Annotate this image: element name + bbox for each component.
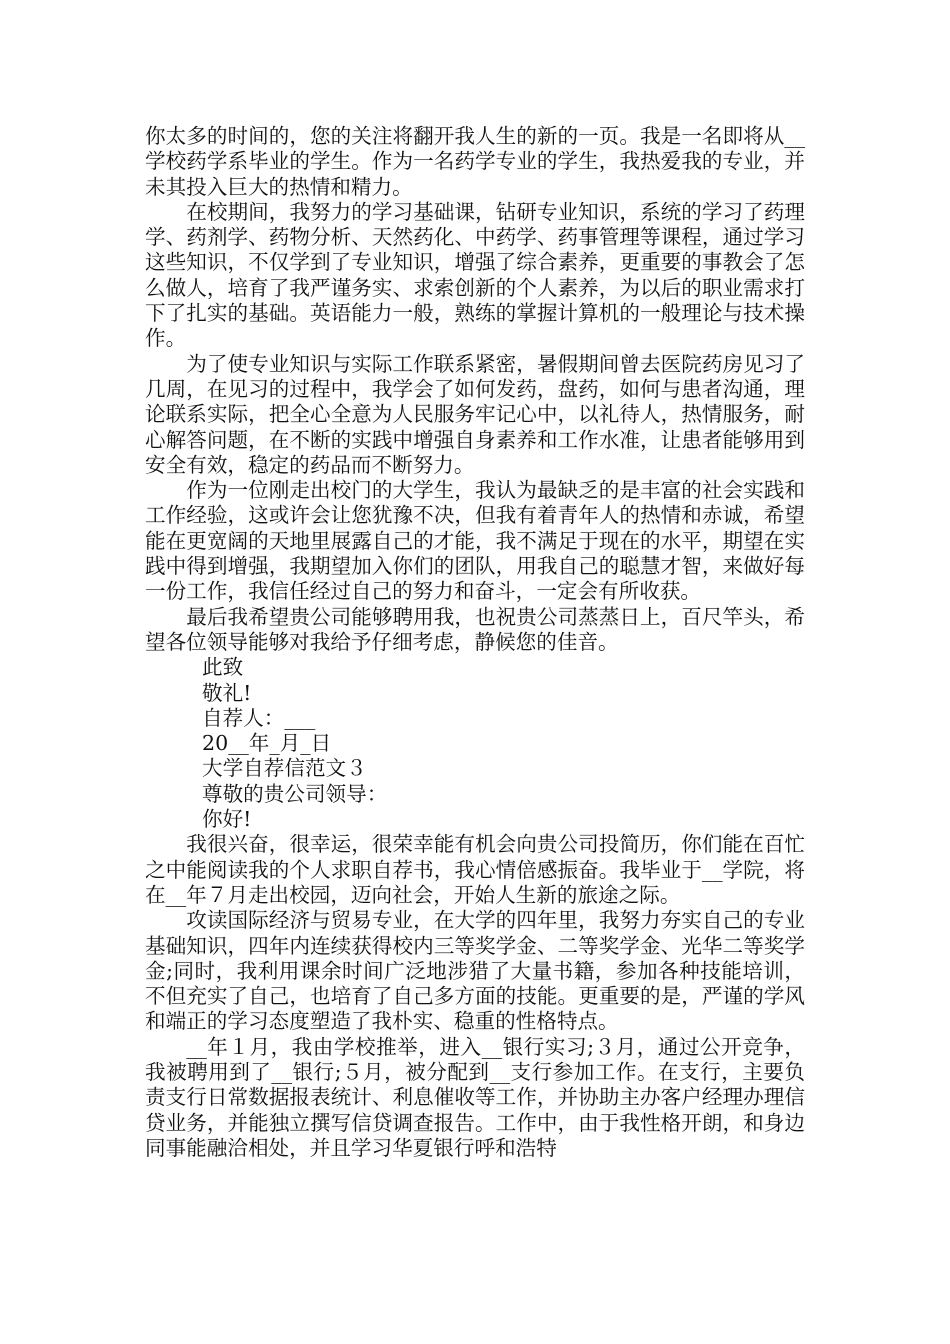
closing-respect: 敬礼! (202, 680, 252, 705)
paragraph-school-study: 在校期间，我努力的学习基础课，钻研专业知识，系统的学习了药理学、药剂学、药物分析、天然药化、中药学、药事管理等课程，通过学习这些知识，不仅学到了专业知识，增强了综合素养，更重要的事教会了怎么做人，培育了我严谨务实、求索创新的个人素养，为以后的职业需求打下了扎实的基础。英语能力一般，熟练的掌握计算机的一般理论与技术操作。 (145, 199, 805, 351)
section-title: 大学自荐信范文３ (202, 756, 367, 781)
paragraph-major: 攻读国际经济与贸易专业，在大学的四年里，我努力夯实自己的专业基础知识，四年内连续获得校内三等奖学金、二等奖学金、光华二等奖学金;同时，我利用课余时间广泛地涉猎了大量书籍，参加各种技能培训，不但充实了自己，也培育了自己多方面的技能。更重要的是，严谨的学风和端正的学习态度塑造了我朴实、稳重的性格特点。 (145, 908, 805, 1034)
paragraph-closing: 最后我希望贵公司能够聘用我，也祝贵公司蒸蒸日上，百尺竿头，希望各位领导能够对我给予仔细考虑，静候您的佳音。 (145, 604, 805, 654)
paragraph-internship: 为了使专业知识与实际工作联系紧密，暑假期间曾去医院药房见习了几周，在见习的过程中，我学会了如何发药，盘药，如何与患者沟通，理论联系实际，把全心全意为人民服务牢记心中，以礼待人，热情服务，耐心解答问题，在不断的实践中增强自身素养和工作水准，让患者能够用到安全有效，稳定的药品而不断努力。 (145, 351, 805, 477)
signature-line: 自荐人：___ (202, 705, 316, 730)
paragraph-intro: 你太多的时间的，您的关注将翻开我人生的新的一页。我是一名即将从__学校药学系毕业的学生。作为一名药学专业的学生，我热爱我的专业，并未其投入巨大的热情和精力。 (145, 124, 805, 199)
greeting-recipient: 尊敬的贵公司领导： (202, 781, 388, 806)
document-body (145, 124, 805, 1161)
paragraph-bank-work: __年１月，我由学校推举，进入__银行实习;３月，通过公开竞争，我被聘用到了__银行;５月，被分配到__支行参加工作。在支行，主要负责支行日常数据报表统计、利息催收等工作，并协助主办客户经理办理信贷业务，并能独立撰写信贷调查报告。工作中，由于我性格开朗，和身边同事能融洽相处，并且学习华夏银行呼和浩特 (145, 1034, 805, 1160)
greeting-hello: 你好! (202, 807, 252, 832)
closing-salutation: 此致 (202, 655, 244, 680)
paragraph-graduate: 作为一位刚走出校门的大学生，我认为最缺乏的是丰富的社会实践和工作经验，这或许会让您犹豫不决，但我有着青年人的热情和赤诚，希望能在更宽阔的天地里展露自己的才能，我不满足于现在的水平，期望在实践中得到增强，我期望加入你们的团队，用我自己的聪慧才智，来做好每一份工作，我信任经过自己的努力和奋斗，一定会有所收获。 (145, 478, 805, 604)
date-line: 20__年_月_日 (202, 731, 332, 756)
paragraph-excited: 我很兴奋，很幸运，很荣幸能有机会向贵公司投简历，你们能在百忙之中能阅读我的个人求职自荐书，我心情倍感振奋。我毕业于__学院，将在__年７月走出校园，迈向社会，开始人生新的旅途之际。 (145, 832, 805, 907)
